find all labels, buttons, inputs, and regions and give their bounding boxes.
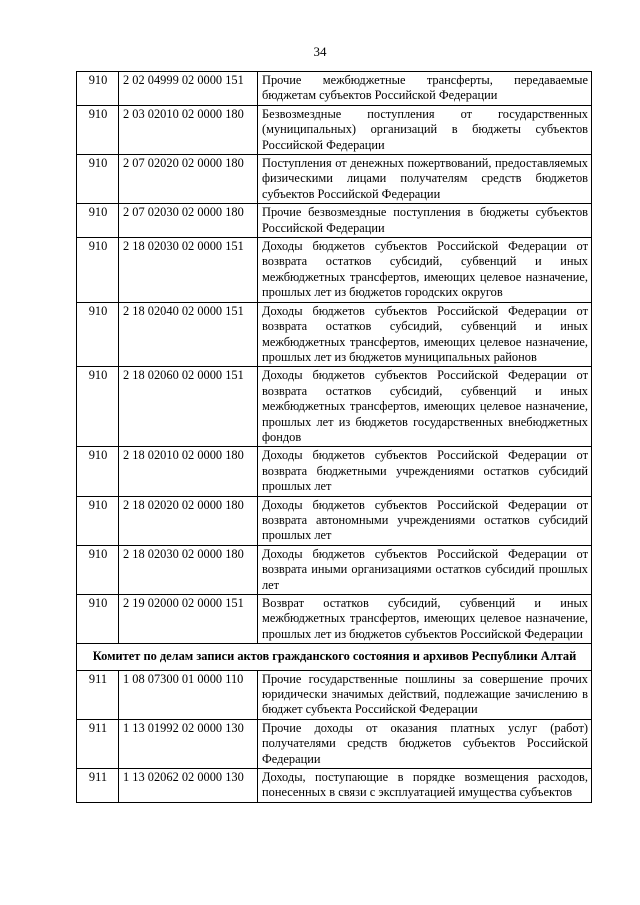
administrator-code-cell: 911	[77, 719, 119, 768]
revenue-name-cell: Прочие государственные пошлины за совершение прочих юридически значимых действий, подлежащие зачислению в бюджет субъекта Российской Федерации	[258, 670, 592, 719]
section-heading: Комитет по делам записи актов гражданского состояния и архивов Республики Алтай	[77, 644, 592, 670]
administrator-code-cell: 910	[77, 204, 119, 238]
table-row	[77, 545, 592, 594]
budget-classification-code-cell: 2 02 04999 02 0000 151	[119, 72, 258, 106]
administrator-code-cell: 910	[77, 496, 119, 545]
budget-classification-code-cell: 2 18 02010 02 0000 180	[119, 447, 258, 496]
revenue-name-cell: Доходы бюджетов субъектов Российской Федерации от возврата иными организациями остатков субсидий прошлых лет	[258, 545, 592, 594]
table-row	[77, 769, 592, 803]
administrator-code-cell: 910	[77, 545, 119, 594]
table-body	[77, 72, 592, 803]
table-row	[77, 447, 592, 496]
revenue-name-cell: Доходы бюджетов субъектов Российской Федерации от возврата остатков субсидий, субвенций и иных межбюджетных трансфертов, имеющих целевое назначение, прошлых лет из бюджетов городских округов	[258, 238, 592, 303]
budget-classification-code-cell: 2 03 02010 02 0000 180	[119, 105, 258, 154]
revenue-name-cell: Поступления от денежных пожертвований, предоставляемых физическими лицами получателям средств бюджетов субъектов Российской Федерации	[258, 155, 592, 204]
revenue-name-cell: Прочие безвозмездные поступления в бюджеты субъектов Российской Федерации	[258, 204, 592, 238]
administrator-code-cell: 911	[77, 670, 119, 719]
administrator-code-cell: 910	[77, 238, 119, 303]
table-row	[77, 155, 592, 204]
administrator-code-cell: 910	[77, 302, 119, 367]
budget-classification-code-cell: 2 07 02020 02 0000 180	[119, 155, 258, 204]
revenue-name-cell: Доходы бюджетов субъектов Российской Федерации от возврата бюджетными учреждениями остатков субсидий прошлых лет	[258, 447, 592, 496]
budget-classification-code-cell: 2 07 02030 02 0000 180	[119, 204, 258, 238]
section-heading-row	[77, 644, 592, 670]
budget-classification-code-cell: 2 18 02040 02 0000 151	[119, 302, 258, 367]
administrator-code-cell: 910	[77, 155, 119, 204]
administrator-code-cell: 910	[77, 367, 119, 447]
administrator-code-cell: 910	[77, 105, 119, 154]
revenue-name-cell: Прочие доходы от оказания платных услуг (работ) получателями средств бюджетов субъектов Российской Федерации	[258, 719, 592, 768]
revenue-codes-table	[76, 71, 592, 803]
table-row	[77, 204, 592, 238]
table-row	[77, 719, 592, 768]
page-number: 34	[313, 44, 327, 59]
table-row	[77, 302, 592, 367]
budget-classification-code-cell: 2 18 02060 02 0000 151	[119, 367, 258, 447]
administrator-code-cell: 910	[77, 72, 119, 106]
budget-classification-code-cell: 1 13 01992 02 0000 130	[119, 719, 258, 768]
revenue-name-cell: Возврат остатков субсидий, субвенций и иных межбюджетных трансфертов, имеющих целевое назначение, прошлых лет из бюджетов субъектов Российской Федерации	[258, 595, 592, 644]
table-row	[77, 367, 592, 447]
table-row	[77, 72, 592, 106]
table-row	[77, 496, 592, 545]
administrator-code-cell: 910	[77, 595, 119, 644]
budget-classification-code-cell: 1 08 07300 01 0000 110	[119, 670, 258, 719]
revenue-name-cell: Доходы, поступающие в порядке возмещения расходов, понесенных в связи с эксплуатацией имущества субъектов	[258, 769, 592, 803]
budget-classification-code-cell: 2 19 02000 02 0000 151	[119, 595, 258, 644]
budget-classification-code-cell: 1 13 02062 02 0000 130	[119, 769, 258, 803]
administrator-code-cell: 910	[77, 447, 119, 496]
revenue-name-cell: Прочие межбюджетные трансферты, передаваемые бюджетам субъектов Российской Федерации	[258, 72, 592, 106]
revenue-name-cell: Безвозмездные поступления от государственных (муниципальных) организаций в бюджеты субъектов Российской Федерации	[258, 105, 592, 154]
budget-classification-code-cell: 2 18 02030 02 0000 180	[119, 545, 258, 594]
table-row	[77, 238, 592, 303]
revenue-name-cell: Доходы бюджетов субъектов Российской Федерации от возврата остатков субсидий, субвенций и иных межбюджетных трансфертов, имеющих целевое назначение, прошлых лет из бюджетов муниципальных районов	[258, 302, 592, 367]
budget-classification-code-cell: 2 18 02020 02 0000 180	[119, 496, 258, 545]
budget-classification-code-cell: 2 18 02030 02 0000 151	[119, 238, 258, 303]
revenue-name-cell: Доходы бюджетов субъектов Российской Федерации от возврата автономными учреждениями остатков субсидий прошлых лет	[258, 496, 592, 545]
table-row	[77, 670, 592, 719]
table-row	[77, 105, 592, 154]
administrator-code-cell: 911	[77, 769, 119, 803]
table-row	[77, 595, 592, 644]
revenue-name-cell: Доходы бюджетов субъектов Российской Федерации от возврата остатков субсидий, субвенций и иных межбюджетных трансфертов, имеющих целевое назначение, прошлых лет из бюджетов государственных внебюджетных фондов	[258, 367, 592, 447]
